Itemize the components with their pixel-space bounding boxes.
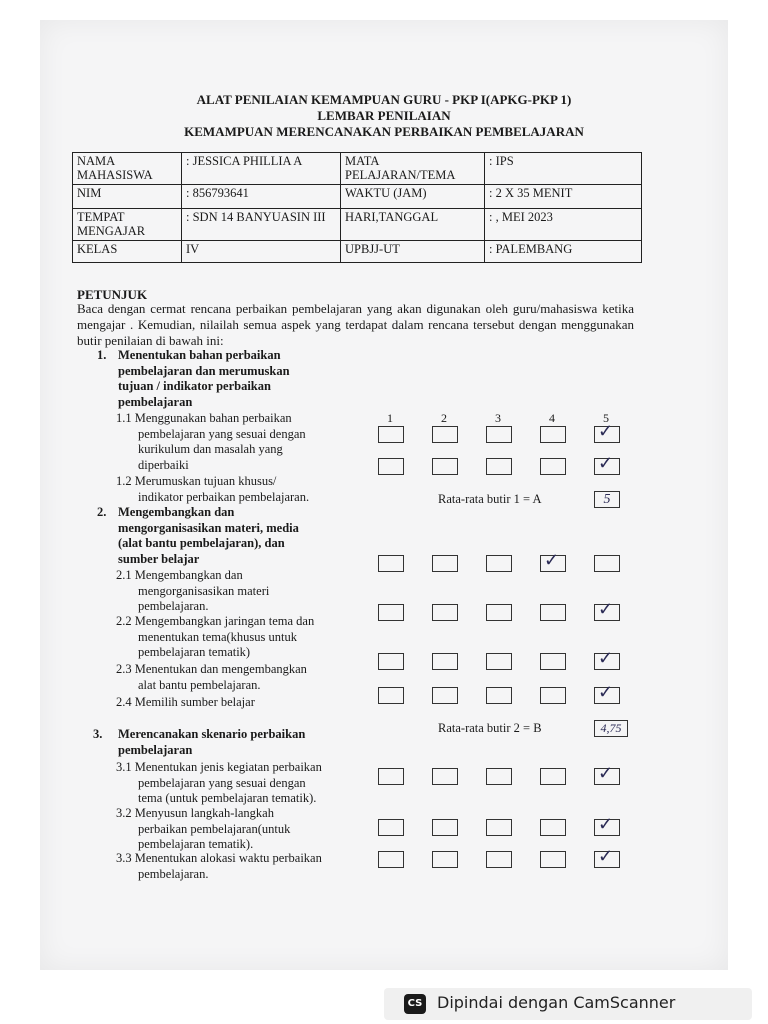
camscanner-badge bbox=[384, 988, 752, 1020]
doc-title-line1: ALAT PENILAIAN KEMAMPUAN GURU - PKP I(APKG-PKP 1) bbox=[196, 92, 572, 107]
section-1-title: pembelajaran bbox=[118, 394, 193, 409]
section-1-title: pembelajaran dan merumuskan bbox=[118, 363, 290, 378]
score-box-2-2-5[interactable] bbox=[594, 599, 620, 621]
check-mark-icon: ✓ bbox=[598, 763, 614, 783]
score-box-3-1-5[interactable] bbox=[594, 763, 620, 785]
item-2-4-text: 2.4 Memilih sumber belajar bbox=[116, 695, 255, 709]
score-box-3-3-2[interactable] bbox=[432, 851, 458, 868]
item-2-1-text: 2.1 Mengembangkan dan bbox=[116, 568, 243, 582]
score-box-2-3-5[interactable] bbox=[594, 648, 620, 670]
score-box-2-2-2[interactable] bbox=[432, 604, 458, 621]
score-box-2-1-1[interactable] bbox=[378, 555, 404, 572]
item-1-1-text: kurikulum dan masalah yang bbox=[138, 442, 283, 456]
nim-value: : 856793641 bbox=[182, 185, 341, 209]
score-box-1-1-1[interactable] bbox=[378, 426, 404, 443]
item-3-2-text: 3.2 Menyusun langkah-langkah bbox=[116, 806, 274, 820]
score-box-1-2-2[interactable] bbox=[432, 458, 458, 475]
upbjj-value: : PALEMBANG bbox=[485, 241, 642, 263]
waktu-label: WAKTU (JAM) bbox=[341, 185, 485, 209]
scale-number-4: 4 bbox=[549, 411, 555, 425]
score-box-3-1-3[interactable] bbox=[486, 768, 512, 785]
section-2-number: 2. bbox=[97, 505, 107, 519]
score-box-1-1-5[interactable] bbox=[594, 421, 620, 443]
score-box-3-2-4[interactable] bbox=[540, 819, 566, 836]
score-box-2-4-1[interactable] bbox=[378, 687, 404, 704]
item-3-1-text: tema (untuk pembelajaran tematik). bbox=[138, 791, 317, 805]
check-mark-icon: ✓ bbox=[598, 814, 614, 834]
section-3-number: 3. bbox=[93, 727, 103, 741]
check-mark-icon: ✓ bbox=[598, 599, 614, 619]
score-box-3-1-1[interactable] bbox=[378, 768, 404, 785]
kelas-value: IV bbox=[182, 241, 341, 263]
scale-number-2: 2 bbox=[441, 411, 447, 425]
doc-title-line3: KEMAMPUAN MERENCANAKAN PERBAIKAN PEMBELAJARAN bbox=[184, 124, 584, 139]
score-box-2-3-3[interactable] bbox=[486, 653, 512, 670]
score-box-2-2-4[interactable] bbox=[540, 604, 566, 621]
score-box-2-4-5[interactable] bbox=[594, 682, 620, 704]
score-box-2-2-3[interactable] bbox=[486, 604, 512, 621]
score-box-2-1-3[interactable] bbox=[486, 555, 512, 572]
upbjj-label: UPBJJ-UT bbox=[341, 241, 485, 263]
check-mark-icon: ✓ bbox=[598, 453, 614, 473]
mapel-value: : IPS bbox=[485, 153, 642, 185]
score-box-2-1-2[interactable] bbox=[432, 555, 458, 572]
item-3-3-text: 3.3 Menentukan alokasi waktu perbaikan bbox=[116, 851, 322, 865]
item-1-1-text: 1.1 Menggunakan bahan perbaikan bbox=[116, 411, 292, 425]
camscanner-icon: CS bbox=[404, 994, 426, 1014]
item-3-2-text: pembelajaran tematik). bbox=[138, 837, 254, 851]
item-1-1-text: diperbaiki bbox=[138, 457, 189, 472]
hari-label: HARI,TANGGAL bbox=[341, 209, 485, 241]
check-mark-icon: ✓ bbox=[598, 648, 614, 668]
score-box-1-2-1[interactable] bbox=[378, 458, 404, 475]
score-box-2-4-3[interactable] bbox=[486, 687, 512, 704]
score-box-3-1-2[interactable] bbox=[432, 768, 458, 785]
camscanner-text: Dipindai dengan CamScanner bbox=[437, 993, 676, 1012]
item-1-1-text: pembelajaran yang sesuai dengan bbox=[138, 426, 306, 441]
section-1-title: tujuan / indikator perbaikan bbox=[118, 379, 271, 393]
score-box-1-2-5[interactable] bbox=[594, 453, 620, 475]
score-box-2-2-1[interactable] bbox=[378, 604, 404, 621]
score-box-2-3-2[interactable] bbox=[432, 653, 458, 670]
item-3-1-text: 3.1 Menentukan jenis kegiatan perbaikan bbox=[116, 760, 322, 774]
check-mark-icon: ✓ bbox=[598, 682, 614, 702]
item-2-2-text: 2.2 Mengembangkan jaringan tema dan bbox=[116, 614, 315, 628]
scale-number-5: 5 bbox=[603, 411, 609, 425]
item-3-2-text: perbaikan pembelajaran(untuk bbox=[138, 821, 291, 836]
nama-label: NAMA MAHASISWA bbox=[73, 153, 182, 185]
item-2-1-text: pembelajaran. bbox=[138, 599, 209, 613]
kelas-label: KELAS bbox=[73, 241, 182, 263]
score-box-3-3-4[interactable] bbox=[540, 851, 566, 868]
score-box-2-4-4[interactable] bbox=[540, 687, 566, 704]
section-2-title: sumber belajar bbox=[118, 551, 200, 566]
item-3-1-text: pembelajaran yang sesuai dengan bbox=[138, 775, 306, 790]
section-1-title: Menentukan bahan perbaikan bbox=[118, 348, 281, 362]
item-1-2-text: 1.2 Merumuskan tujuan khusus/ bbox=[116, 474, 277, 488]
section-3-title: Merencanakan skenario perbaikan bbox=[118, 727, 306, 741]
item-2-1-text: mengorganisasikan materi bbox=[138, 583, 270, 598]
check-mark-icon: ✓ bbox=[544, 550, 560, 570]
score-box-2-1-5[interactable] bbox=[594, 555, 620, 572]
section-1-number: 1. bbox=[97, 348, 107, 362]
tempat-value: : SDN 14 BANYUASIN III bbox=[182, 209, 341, 241]
section-2-title: mengorganisasikan materi, media bbox=[118, 520, 299, 535]
nim-label: NIM bbox=[73, 185, 182, 209]
score-box-2-1-4[interactable] bbox=[540, 550, 566, 572]
tempat-label: TEMPAT MENGAJAR bbox=[73, 209, 182, 241]
petunjuk-text: Baca dengan cermat rencana perbaikan pembelajaran yang akan digunakan oleh guru/mahasiswa ketika mengajar . Kemudian, nilailah semua aspek yang terdapat dalam rencana tersebut dengan menggunakan butir penilaian di bawah ini: bbox=[77, 301, 634, 348]
check-mark-icon: ✓ bbox=[598, 421, 614, 441]
score-box-3-2-2[interactable] bbox=[432, 819, 458, 836]
item-2-2-text: pembelajaran tematik) bbox=[138, 645, 251, 659]
score-box-2-4-2[interactable] bbox=[432, 687, 458, 704]
item-2-2-text: menentukan tema(khusus untuk bbox=[138, 629, 297, 644]
section-2-title: Mengembangkan dan bbox=[118, 505, 235, 519]
item-2-3-text: alat bantu pembelajaran. bbox=[138, 677, 261, 692]
score-box-3-2-5[interactable] bbox=[594, 814, 620, 836]
score-box-1-1-2[interactable] bbox=[432, 426, 458, 443]
waktu-value: : 2 X 35 MENIT bbox=[485, 185, 642, 209]
section-2-title: (alat bantu pembelajaran), dan bbox=[118, 536, 285, 550]
average-label-2: Rata-rata butir 2 = B bbox=[438, 721, 542, 735]
score-box-3-3-3[interactable] bbox=[486, 851, 512, 868]
score-box-1-2-4[interactable] bbox=[540, 458, 566, 475]
check-mark-icon: ✓ bbox=[598, 846, 614, 866]
item-2-3-text: 2.3 Menentukan dan mengembangkan bbox=[116, 662, 307, 676]
score-box-3-2-3[interactable] bbox=[486, 819, 512, 836]
score-box-3-3-5[interactable] bbox=[594, 846, 620, 868]
petunjuk-heading: PETUNJUK bbox=[77, 287, 148, 302]
score-box-1-2-3[interactable] bbox=[486, 458, 512, 475]
score-box-3-2-1[interactable] bbox=[378, 819, 404, 836]
identity-table bbox=[72, 152, 642, 263]
average-value-2: 4,75 bbox=[594, 720, 628, 737]
mapel-label: MATA PELAJARAN/TEMA bbox=[341, 153, 485, 185]
score-box-1-1-4[interactable] bbox=[540, 426, 566, 443]
average-label-1: Rata-rata butir 1 = A bbox=[438, 492, 542, 506]
nama-value: : JESSICA PHILLIA A bbox=[182, 153, 341, 185]
score-box-2-3-4[interactable] bbox=[540, 653, 566, 670]
score-box-1-1-3[interactable] bbox=[486, 426, 512, 443]
doc-title-line2: LEMBAR PENILAIAN bbox=[317, 108, 451, 123]
hari-value: : , MEI 2023 bbox=[485, 209, 642, 241]
section-3-title: pembelajaran bbox=[118, 742, 193, 757]
item-3-3-text: pembelajaran. bbox=[138, 866, 209, 881]
scale-number-1: 1 bbox=[387, 411, 393, 425]
score-box-2-3-1[interactable] bbox=[378, 653, 404, 670]
score-box-3-3-1[interactable] bbox=[378, 851, 404, 868]
item-1-2-text: indikator perbaikan pembelajaran. bbox=[138, 489, 310, 504]
average-value-1: 5 bbox=[594, 491, 620, 508]
scale-number-3: 3 bbox=[495, 411, 501, 425]
score-box-3-1-4[interactable] bbox=[540, 768, 566, 785]
